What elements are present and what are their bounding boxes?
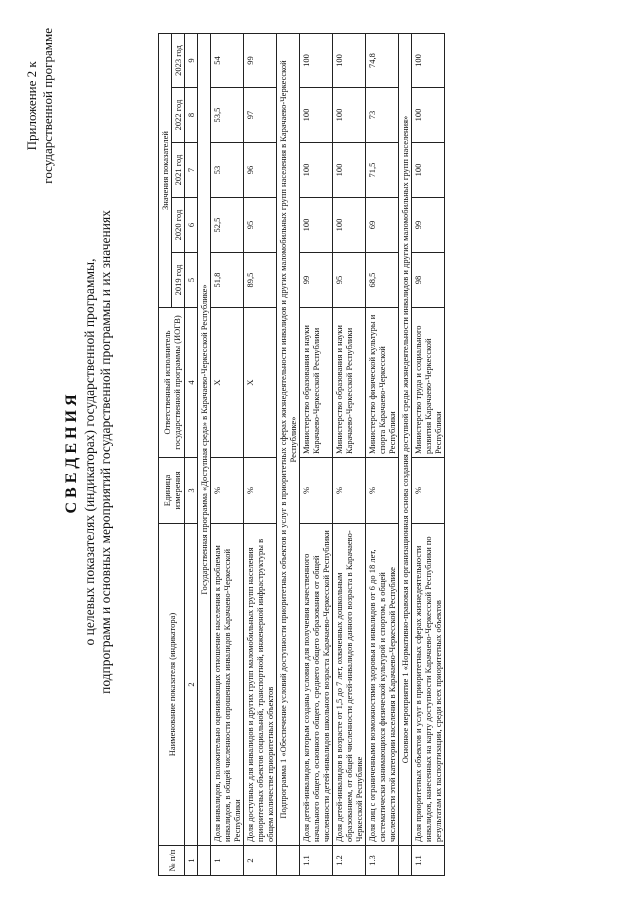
row-value: 100 [412,33,445,87]
column-number-row [185,33,198,875]
column-number: 6 [185,198,198,253]
column-number: 9 [185,33,198,87]
document-heading [62,22,114,882]
row-unit: % [211,458,244,524]
header-row-1 [159,33,172,875]
column-number: 3 [185,458,198,524]
row-value: 100 [300,198,333,253]
section-program: Государственная программа «Доступная среда» в Карачаево-Черкесской Республике» [198,33,211,845]
table-row [412,33,445,875]
row-value: 98 [412,253,445,308]
header-num: № п/п [159,846,185,876]
row-value: 100 [333,143,366,198]
header-year: 2020 год [172,198,185,253]
section-row-program [198,33,211,875]
document-subtitle-line-1: о целевых показателях (индикаторах) государственной программы, [82,258,97,646]
row-value: 95 [244,198,277,253]
empty-cell [399,846,412,876]
row-executor: Министерство физической культуры и спорта Карачаево-Черкесской Республики [366,308,399,458]
header-year: 2021 год [172,143,185,198]
header-executor: Ответственный исполнитель государственной программы (ИОГВ) [159,308,185,458]
row-value: 51,8 [211,253,244,308]
column-number: 8 [185,88,198,143]
header-year: 2023 год [172,33,185,87]
row-value: 99 [244,33,277,87]
row-unit: % [300,458,333,524]
row-value: 100 [300,88,333,143]
row-name: Доля лиц с ограниченными возможностями здоровья и инвалидов от 6 до 18 лет, систематически занимающихся физической культурой и спортом, в общей численности этой категории населения в Карачаево-Черкесской Республике [366,524,399,846]
empty-cell [198,846,211,876]
row-value: 95 [333,253,366,308]
row-num: 1.1 [300,846,333,876]
row-value: 100 [333,198,366,253]
table-row [300,33,333,875]
row-num: 1 [211,846,244,876]
column-number: 5 [185,253,198,308]
header-values-group: Значения показателей [159,33,172,307]
row-value: 97 [244,88,277,143]
rotated-content [20,22,620,882]
header-year: 2022 год [172,88,185,143]
row-unit: % [412,458,445,524]
row-value: 100 [333,33,366,87]
row-value: 100 [300,33,333,87]
row-value: 53 [211,143,244,198]
row-unit: % [366,458,399,524]
row-value: 69 [366,198,399,253]
section-row-subprogram-1 [277,33,300,875]
indicators-table [158,33,445,876]
document-subtitle-line-2: подпрограмм и основных мероприятий государственной программы и их значениях [98,210,113,694]
section-row-measure-1 [399,33,412,875]
row-num: 2 [244,846,277,876]
row-name: Доля детей-инвалидов, которым созданы условия для получения качественного начального общего, основного общего, среднего общего образования от общей численности детей-инвалидов школьного возраста Карачаево-Черкесской Республики [300,524,333,846]
row-unit: % [244,458,277,524]
row-value: 74,8 [366,33,399,87]
row-value: 100 [333,88,366,143]
row-name: Доля инвалидов, положительно оценивающих отношение населения к проблемам инвалидов, в общей численности опрошенных инвалидов Карачаево-Черкесской Республики [211,524,244,846]
row-value: 100 [300,143,333,198]
row-executor: Министерство образования и науки Карачаево-Черкесской Республики [333,308,366,458]
column-number: 1 [185,846,198,876]
row-value: 73 [366,88,399,143]
row-executor: Х [244,308,277,458]
appendix-note [24,28,56,184]
row-value: 71,5 [366,143,399,198]
appendix-line-1: Приложение 2 к [24,61,39,151]
row-value: 52,5 [211,198,244,253]
row-name: Доля приоритетных объектов и услуг в приоритетных сферах жизнедеятельности инвалидов, нанесенных на карту доступности Карачаево-Черкесской Республики по результатам их паспортизации, среди всех приоритетных объектов [412,524,445,846]
row-value: 68,5 [366,253,399,308]
row-executor: Х [211,308,244,458]
row-executor: Министерство труда и социального развития Карачаево-Черкесской Республики [412,308,445,458]
header-year: 2019 год [172,253,185,308]
table-row [333,33,366,875]
row-unit: % [333,458,366,524]
row-value: 100 [412,143,445,198]
section-measure-1: Основное мероприятие 1 «Нормативно-правовая и организационная основа создания доступной среды жизнедеятельности инвалидов и других маломобильных групп населения» [399,33,412,845]
row-value: 99 [412,198,445,253]
column-number: 2 [185,524,198,846]
row-name: Доля доступных для инвалидов и других групп маломобильных групп населения приоритетных объектов социальной, транспортной, инженерной инфраструктуры в общем количестве приоритетных объектов [244,524,277,846]
section-subprogram-1: Подпрограмма 1 «Обеспечение условий доступности приоритетных объектов и услуг в приоритетных сферах жизнедеятельности инвалидов и других маломобильных групп населения в Карачаево-Черкесской Республике» [277,33,300,845]
row-num: 1.3 [366,846,399,876]
row-name: Доля детей-инвалидов в возрасте от 1,5 до 7 лет, охваченных дошкольным образованием, от общей численности детей-инвалидов данного возраста в Карачаево-Черкесской Республике [333,524,366,846]
row-value: 53,5 [211,88,244,143]
row-value: 54 [211,33,244,87]
header-name: Наименование показателя (индикатора) [159,524,185,846]
document-title: СВЕДЕНИЯ [63,390,80,514]
table-row [366,33,399,875]
row-executor: Министерство образования и науки Карачаево-Черкесской Республики [300,308,333,458]
table-row [244,33,277,875]
row-value: 89,5 [244,253,277,308]
empty-cell [277,846,300,876]
row-num: 1.2 [333,846,366,876]
table-row [211,33,244,875]
row-value: 99 [300,253,333,308]
row-value: 100 [412,88,445,143]
header-unit: Единица измерения [159,458,185,524]
column-number: 7 [185,143,198,198]
row-value: 96 [244,143,277,198]
column-number: 4 [185,308,198,458]
row-num: 1.1 [412,846,445,876]
appendix-line-2: государственной программе [40,28,55,184]
